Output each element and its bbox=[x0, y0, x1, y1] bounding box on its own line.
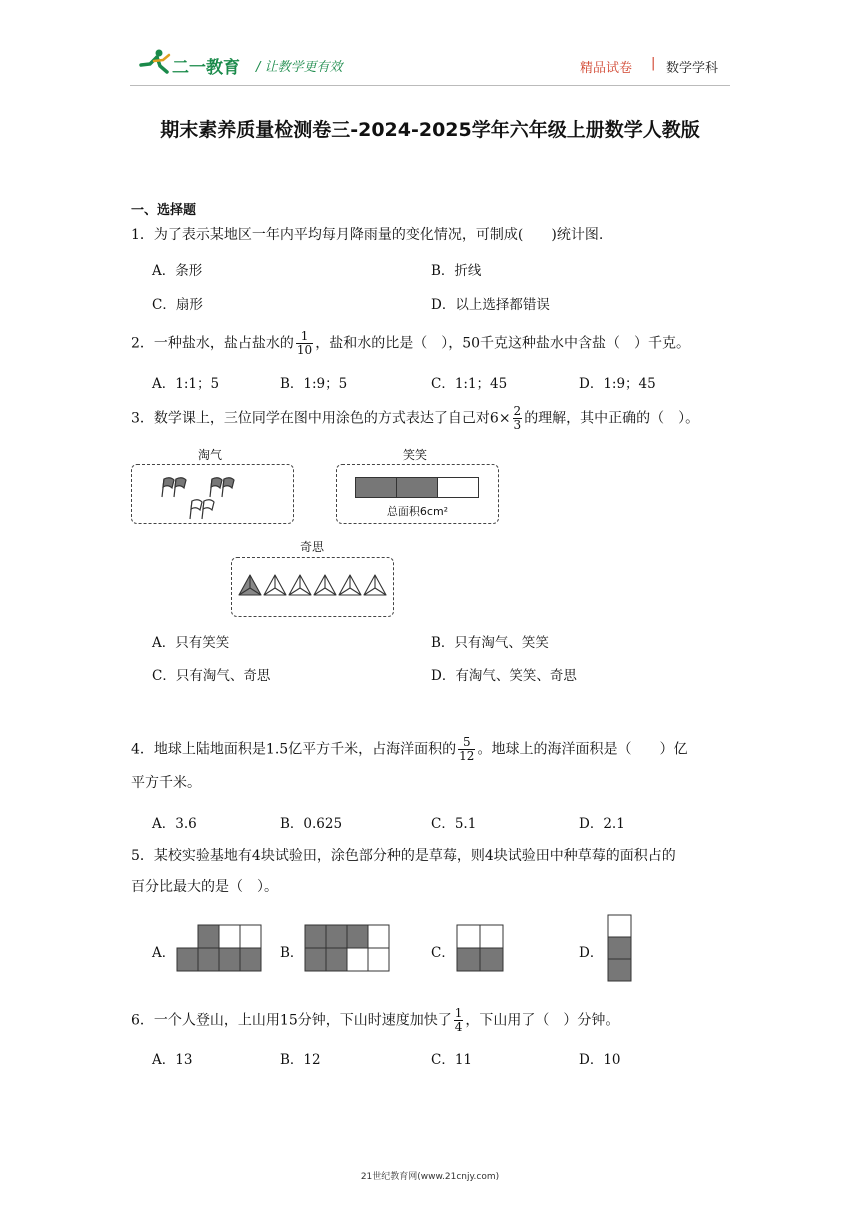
q4-option-d: D．2.1 bbox=[579, 816, 625, 832]
q2-frac-num: 1 bbox=[296, 330, 313, 344]
q1-option-d: D．以上选择都错误 bbox=[431, 297, 550, 313]
q2-frac-den: 10 bbox=[296, 343, 313, 357]
header bbox=[0, 0, 860, 90]
label-taoqi: 淘气 bbox=[197, 448, 222, 462]
q6-text-pre: 6．一个人登山，上山用15分钟，下山时速度加快了 bbox=[131, 1012, 452, 1029]
q2-fraction bbox=[296, 330, 313, 357]
q2-text-pre: 2．一种盐水，盐占盐水的 bbox=[131, 335, 294, 352]
q3-option-b: B．只有淘气、笑笑 bbox=[431, 635, 549, 651]
question-3 bbox=[131, 405, 699, 432]
question-2 bbox=[131, 330, 690, 357]
q3-fraction bbox=[513, 405, 523, 432]
q3-option-d: D．有淘气、笑笑、奇思 bbox=[431, 668, 577, 684]
q4-option-c: C．5.1 bbox=[431, 816, 477, 832]
taoqi-figure bbox=[131, 464, 294, 524]
q4-frac-den: 12 bbox=[459, 749, 475, 763]
q6-option-a: A．13 bbox=[152, 1052, 193, 1068]
q4-option-b: B．0.625 bbox=[280, 816, 343, 832]
q5-grid-b bbox=[304, 924, 391, 973]
label-qisi: 奇思 bbox=[299, 540, 324, 554]
q2-option-d: D．1:9；45 bbox=[579, 376, 656, 392]
q5-option-b-label: B． bbox=[280, 945, 304, 961]
question-6 bbox=[131, 1007, 619, 1034]
q6-option-d: D．10 bbox=[579, 1052, 621, 1068]
triangles-icon bbox=[232, 558, 393, 616]
header-divider bbox=[130, 85, 730, 86]
header-tag-subject: 数学学科 bbox=[666, 61, 719, 76]
q4-text-post: 。地球上的海洋面积是（ ）亿 bbox=[477, 741, 688, 758]
q2-text-post: ，盐和水的比是（ ），50千克这种盐水中含盐（ ）千克。 bbox=[315, 335, 691, 352]
q6-frac-den: 4 bbox=[454, 1020, 463, 1034]
footer: 21世纪教育网(www.21cnjy.com) bbox=[360, 1172, 500, 1182]
q3-text-pre: 3．数学课上，三位同学在图中用涂色的方式表达了自己对6× bbox=[131, 410, 511, 427]
q6-option-b: B．12 bbox=[280, 1052, 321, 1068]
q5-grid-a bbox=[176, 924, 263, 973]
q3-frac-num: 2 bbox=[513, 404, 522, 418]
q1-option-c: C．扇形 bbox=[152, 297, 203, 313]
section-heading: 一、选择题 bbox=[131, 203, 197, 218]
logo-text: 二一教育 bbox=[172, 58, 240, 78]
page-title: 期末素养质量检测卷三-2024-2025学年六年级上册数学人教版 bbox=[160, 119, 700, 141]
question-5-line1: 5．某校实验基地有4块试验田，涂色部分种的是草莓，则4块试验田中种草莓的面积占的 bbox=[131, 848, 676, 864]
q6-fraction bbox=[454, 1007, 464, 1034]
q3-option-a: A．只有笑笑 bbox=[152, 635, 230, 651]
question-4-line2: 平方千米。 bbox=[131, 775, 201, 791]
q6-frac-num: 1 bbox=[454, 1006, 463, 1020]
label-xiaoxiao: 笑笑 bbox=[402, 448, 427, 462]
q2-option-a: A．1:1；5 bbox=[152, 376, 220, 392]
q1-option-b: B．折线 bbox=[431, 263, 482, 279]
q5-grid-d bbox=[607, 914, 633, 983]
bar-thirds-icon bbox=[355, 477, 479, 499]
question-4 bbox=[131, 736, 687, 763]
flags-icon bbox=[132, 465, 293, 523]
question-5-line2: 百分比最大的是（ ）。 bbox=[131, 879, 278, 895]
q3-frac-den: 3 bbox=[513, 418, 522, 432]
q6-option-c: C．11 bbox=[431, 1052, 473, 1068]
q5-option-a-label: A． bbox=[152, 945, 176, 961]
header-tag-premium: 精品试卷 bbox=[580, 61, 633, 76]
q4-text-pre: 4．地球上陆地面积是1.5亿平方千米，占海洋面积的 bbox=[131, 741, 457, 758]
area-caption: 总面积6cm² bbox=[386, 505, 449, 518]
qisi-figure bbox=[231, 557, 394, 617]
q4-fraction bbox=[458, 736, 475, 763]
runner-logo-icon bbox=[137, 48, 173, 76]
q5-option-d-label: D． bbox=[579, 945, 604, 961]
slogan: / 让教学更有效 bbox=[256, 60, 343, 75]
q2-option-b: B．1:9；5 bbox=[280, 376, 348, 392]
question-1: 1．为了表示某地区一年内平均每月降雨量的变化情况，可制成( )统计图. bbox=[131, 227, 604, 243]
q3-text-post: 的理解，其中正确的（ ）。 bbox=[524, 410, 700, 427]
q6-text-post: ，下山用了（ ）分钟。 bbox=[465, 1012, 620, 1029]
q5-option-c-label: C． bbox=[431, 945, 455, 961]
header-separator: | bbox=[651, 56, 656, 71]
q5-grid-c bbox=[456, 924, 505, 973]
q1-option-a: A．条形 bbox=[152, 263, 203, 279]
q2-option-c: C．1:1；45 bbox=[431, 376, 508, 392]
xiaoxiao-figure bbox=[336, 464, 499, 524]
q4-option-a: A．3.6 bbox=[152, 816, 197, 832]
q4-frac-num: 5 bbox=[458, 736, 475, 750]
q3-option-c: C．只有淘气、奇思 bbox=[152, 668, 271, 684]
